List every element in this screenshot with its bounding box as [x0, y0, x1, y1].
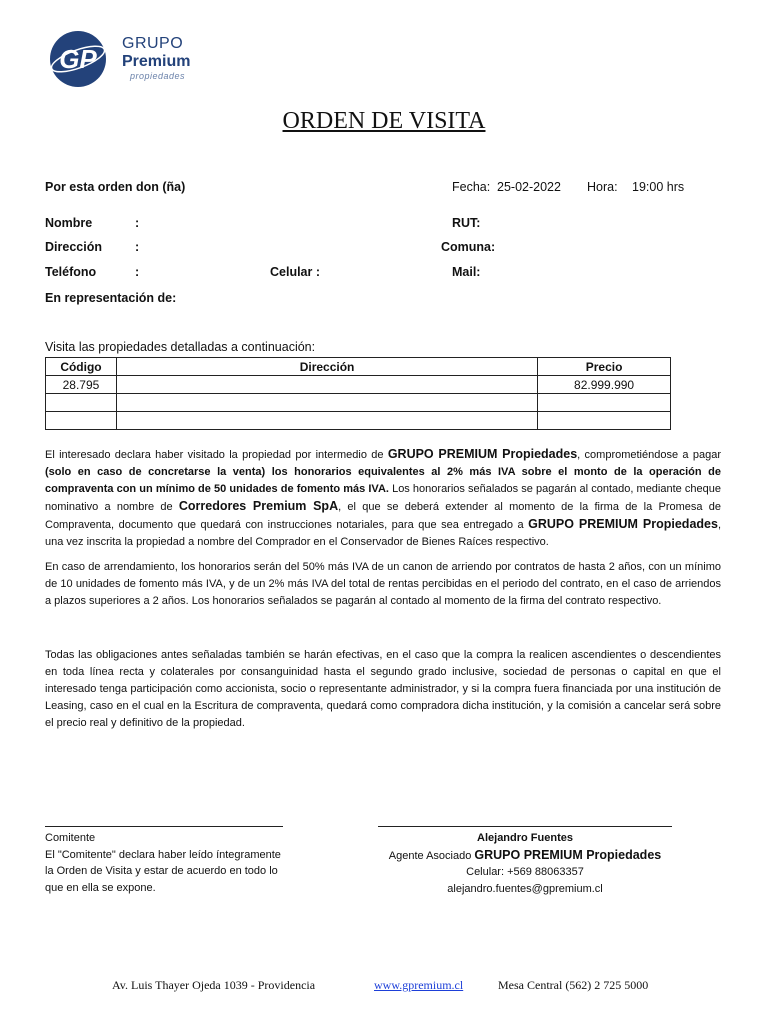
footer-website[interactable]: [374, 978, 463, 993]
agent-role: Agente Asociado GRUPO PREMIUM Propiedades: [388, 847, 662, 862]
table-header-row: [46, 358, 671, 376]
header-codigo: Código: [46, 358, 117, 376]
fecha-value: 25-02-2022: [497, 180, 561, 194]
logo-text-grupo: GRUPO: [122, 35, 184, 52]
por-orden-label: Por esta orden don (ña): [45, 180, 186, 194]
rut-label: RUT:: [452, 216, 481, 230]
properties-table: [45, 357, 671, 430]
comitente-text-line: la Orden de Visita y estar de acuerdo en todo lo: [45, 865, 278, 877]
paragraph-obligaciones: Todas las obligaciones antes señaladas también se harán efectivas, en el caso que la compra la realicen ascendientes o descendientes en toda línea recta y colaterales por consanguinidad hasta el segundo grado inclusive, sociedad de personas o capital en que el interesado tenga participación como accionista, socio o representante administrador, y si la compra fuera financiada por una institución de Leasing, caso en el cual en la Escritura de compraventa, quedará como compradora dicha institución, y la comisión a cancelar será sobre el precio real y definitivo de la propiedad.: [45, 649, 721, 729]
telefono-colon: :: [135, 265, 140, 279]
signature-left: [45, 830, 345, 896]
hora-label: Hora:: [587, 180, 618, 194]
agent-email: alejandro.fuentes@gpremium.cl: [447, 882, 603, 895]
table-intro: Visita las propiedades detalladas a continuación:: [45, 340, 316, 354]
page-title: ORDEN DE VISITA: [282, 108, 486, 134]
telefono-label: Teléfono: [45, 265, 97, 279]
company-logo: [48, 28, 198, 90]
cell-direccion: [116, 376, 537, 394]
table-row: [46, 394, 671, 412]
table-row: [46, 412, 671, 430]
paragraph-venta: El interesado declara haber visitado la propiedad por intermedio de GRUPO PREMIUM Propiedades, comprometiéndose a pagar (solo en caso de concretarse la venta) los honorarios equivalentes al 2% más IVA sobre el monto de la operación de compraventa con un mínimo de 50 unidades de fomento más IVA. Los honorarios señalados se pagarán al contado, mediante cheque nominativo a nombre de Corredores Premium SpA, el que se deberá extender al momento de la firma de la Promesa de Compraventa, documento que quedará con instrucciones notariales, para que sea entregado a GRUPO PREMIUM Propiedades, una vez inscrita la propiedad a nombre del Comprador en el Conservador de Bienes Raíces respectivo.: [45, 447, 721, 548]
gp-logo-icon: [48, 28, 110, 90]
footer-address: Av. Luis Thayer Ojeda 1039 - Providencia: [112, 978, 316, 992]
website-link[interactable]: www.gpremium.cl: [374, 978, 464, 992]
representacion-label: En representación de:: [45, 291, 177, 305]
agent-phone: Celular: +569 88063357: [466, 866, 584, 878]
signature-right: [378, 830, 672, 897]
direccion-colon: :: [135, 240, 140, 254]
header-direccion: Dirección: [116, 358, 537, 376]
mail-label: Mail:: [452, 265, 481, 279]
comuna-label: Comuna:: [441, 240, 496, 254]
logo-text-propiedades: propiedades: [130, 71, 186, 81]
direccion-label: Dirección: [45, 240, 102, 254]
table-row: [46, 376, 671, 394]
logo-text-premium: Premium: [122, 53, 191, 70]
cell-codigo: 28.795: [46, 376, 117, 394]
agent-name: Alejandro Fuentes: [477, 832, 573, 844]
nombre-colon: :: [135, 216, 140, 230]
cell-precio: 82.999.990: [538, 376, 671, 394]
paragraph-arriendo: En caso de arrendamiento, los honorarios serán del 50% más IVA de un canon de arriendo por contratos de hasta 2 años, con un mínimo de 10 unidades de fomento más IVA, y de un 2% más IVA del total de rentas percibidas en el periodo del contrato, en el caso de arriendos a plazos superiores a 2 años. Los honorarios señalados se pagarán al contado al momento de la firma del contrato respectivo.: [45, 561, 721, 607]
comitente-text-line: que en ella se expone.: [45, 881, 156, 894]
signature-line-left: [45, 826, 283, 827]
comitente-text-line: El "Comitente" declara haber leído íntegramente: [45, 848, 281, 861]
header-precio: Precio: [538, 358, 671, 376]
nombre-label: Nombre: [45, 216, 93, 230]
fecha-label: Fecha:: [452, 180, 491, 194]
hora-value: 19:00 hrs: [632, 180, 685, 194]
celular-label: Celular :: [270, 265, 321, 279]
signature-line-right: [378, 826, 672, 827]
svg-text:GP: GP: [59, 44, 97, 74]
comitente-title: Comitente: [45, 832, 96, 844]
footer-phone: Mesa Central (562) 2 725 5000: [498, 978, 649, 992]
